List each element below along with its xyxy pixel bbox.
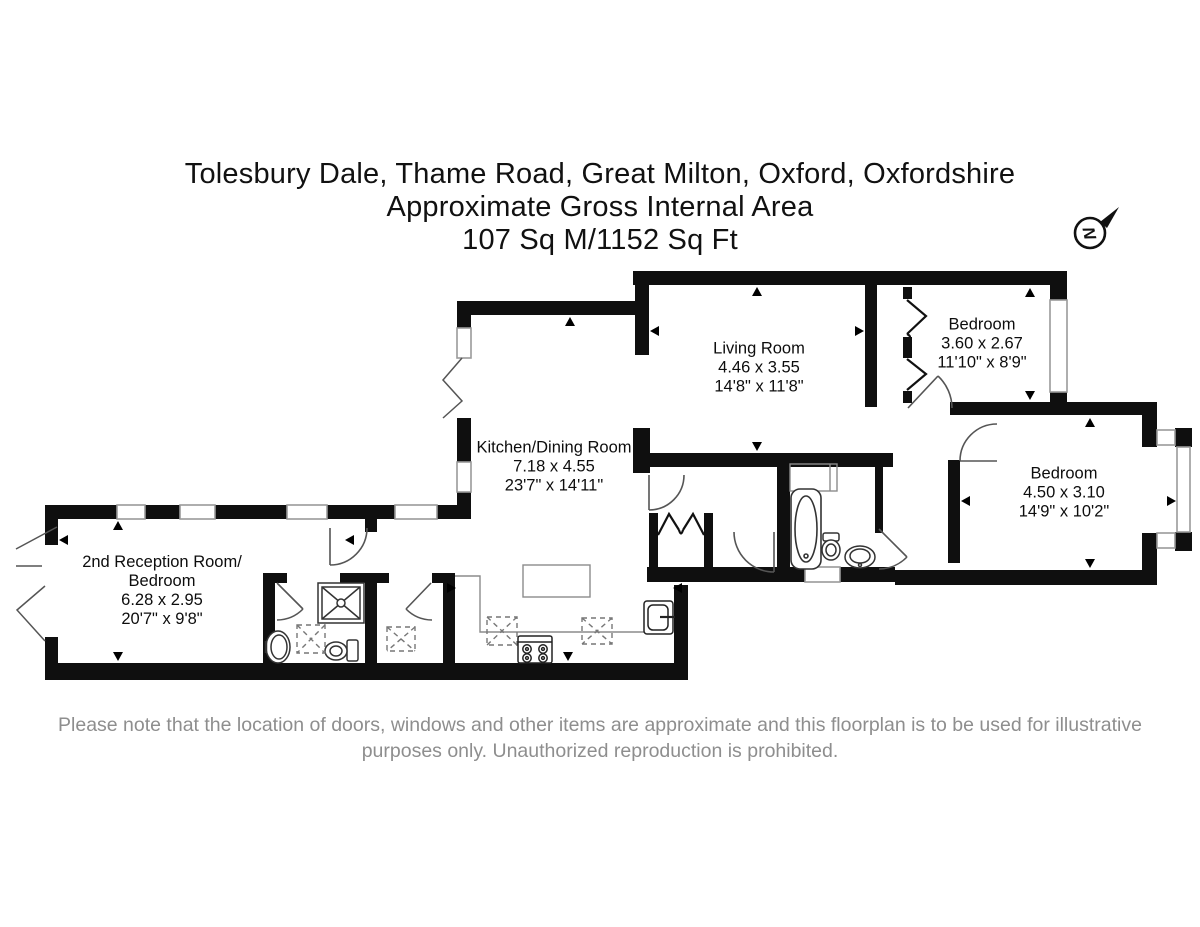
stove <box>518 636 552 663</box>
room-size-imperial: 14'8" x 11'8" <box>714 377 804 396</box>
room-size-imperial: 14'9" x 10'2" <box>1018 502 1110 521</box>
disclaimer <box>0 712 1200 764</box>
room-name: 2nd Reception Room/ <box>82 553 242 571</box>
kitchen-sink <box>644 601 675 634</box>
room-size-metric: 7.18 x 4.55 <box>513 457 595 476</box>
room-size-imperial: 23'7" x 14'11" <box>504 476 604 495</box>
appliance-box <box>487 617 517 645</box>
toilet-bathroom <box>822 533 840 560</box>
room-label-reception-bedroom <box>82 553 242 629</box>
bath <box>791 489 821 569</box>
area-value: 107 Sq M/1152 Sq Ft <box>462 224 738 256</box>
room-name: Living Room <box>713 339 805 358</box>
room-size-imperial: 11'10" x 8'9" <box>937 353 1027 372</box>
room-name-line2: Bedroom <box>128 572 196 590</box>
area-subtitle: Approximate Gross Internal Area <box>386 191 814 223</box>
appliance-box <box>582 618 612 644</box>
room-size-metric: 6.28 x 2.95 <box>121 591 203 609</box>
room-name: Bedroom <box>1030 464 1098 483</box>
compass-letter: N <box>1078 225 1100 242</box>
room-size-imperial: 20'7" x 9'8" <box>121 610 203 628</box>
room-size-metric: 4.46 x 3.55 <box>718 358 800 377</box>
room-name: Kitchen/Dining Room <box>476 438 632 457</box>
shower <box>318 583 364 623</box>
room-label-living-room <box>713 340 805 397</box>
disclaimer-line2: purposes only. Unauthorized reproduction is prohibited. <box>361 740 839 762</box>
room-label-bedroom-2 <box>1019 465 1110 522</box>
room-size-metric: 4.50 x 3.10 <box>1023 483 1105 502</box>
basin-bathroom <box>845 546 875 568</box>
room-label-kitchen-dining <box>477 439 632 496</box>
room-label-bedroom-1 <box>937 316 1026 373</box>
room-name: Bedroom <box>948 315 1016 334</box>
toilet-shower-room <box>325 640 358 661</box>
appliance-box <box>297 625 325 653</box>
basin-shower-room <box>266 631 290 663</box>
appliance-box <box>387 627 415 651</box>
doors <box>277 376 997 620</box>
room-size-metric: 3.60 x 2.67 <box>941 334 1023 353</box>
property-address: Tolesbury Dale, Thame Road, Great Milton, Oxford, Oxfordshire <box>184 158 1016 190</box>
compass <box>1075 207 1119 248</box>
disclaimer-line1: Please note that the location of doors, windows and other items are approximate and this floorplan is to be used for illustrative <box>58 714 1142 736</box>
